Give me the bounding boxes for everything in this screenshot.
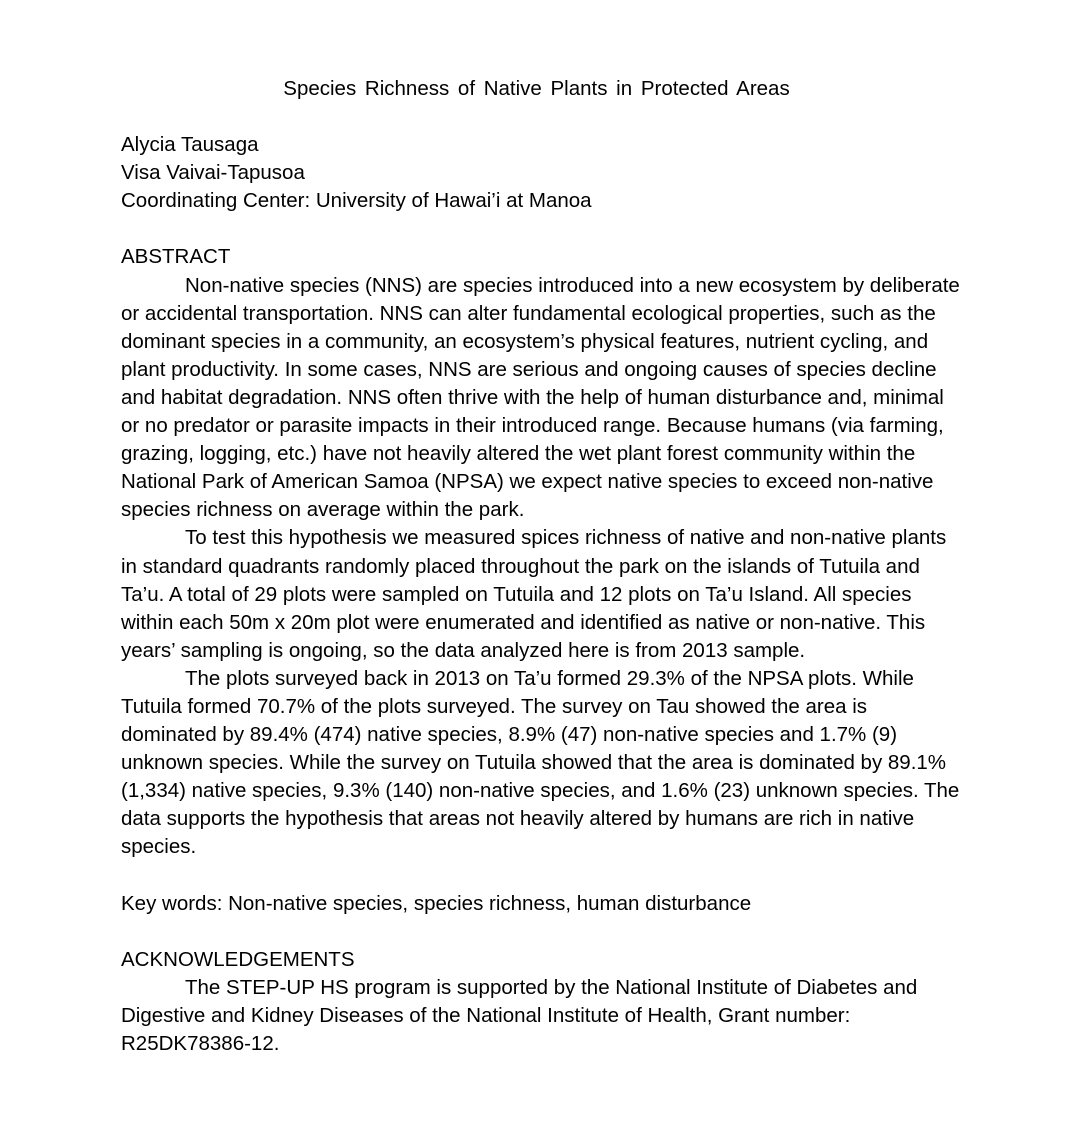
affiliation: Coordinating Center: University of Hawai’i at Manoa (121, 189, 592, 213)
abstract-paragraph: To test this hypothesis we measured spices richness of native and non-native plants in standard quadrants randomly placed throughout the park on the islands of Tutuila and Ta’u. A total of 29 plots were sampled on Tutuila and 12 plots on Ta’u Island. All species within each 50m x 20m plot were enumerated and identified as native or non-native. This years’ sampling is ongoing, so the data analyzed here is from 2013 sample. (121, 526, 947, 662)
acknowledgements-paragraph: The STEP-UP HS program is supported by the National Institute of Diabetes and Digestive and Kidney Diseases of the National Institute of Health, Grant number: R25DK78386-12. (121, 975, 918, 1056)
abstract-paragraph: Non-native species (NNS) are species introduced into a new ecosystem by deliberate or accidental transportation. NNS can alter fundamental ecological properties, such as the dominant species in a community, an ecosystem’s physical features, nutrient cycling, and plant productivity. In some cases, NNS are serious and ongoing causes of species decline and habitat degradation. NNS often thrive with the help of human disturbance and, minimal or no predator or parasite impacts in their introduced range. Because humans (via farming, grazing, logging, etc.) have not heavily altered the wet plant forest community within the National Park of American Samoa (NPSA) we expect native species to exceed non-native species richness on average within the park. (121, 273, 960, 522)
author-name: Alycia Tausaga (121, 133, 259, 157)
acknowledgements-heading: ACKNOWLEDGEMENTS (121, 947, 355, 971)
author-name: Visa Vaivai-Tapusoa (121, 161, 305, 185)
abstract-paragraph: The plots surveyed back in 2013 on Ta’u formed 29.3% of the NPSA plots. While Tutuila formed 70.7% of the plots surveyed. The survey on Tau showed the area is dominated by 89.4% (474) native species, 8.9% (47) non-native species and 1.7% (9) unknown species. While the survey on Tutuila showed that the area is dominated by 89.1% (1,334) native species, 9.3% (140) non-native species, and 1.6% (23) unknown species. The data supports the hypothesis that areas not heavily altered by humans are rich in native species. (121, 666, 960, 859)
author-block (121, 131, 961, 215)
acknowledgements-section (121, 946, 961, 1058)
paper-title: Species Richness of Native Plants in Protected Areas (283, 77, 790, 100)
keywords-line: Key words: Non-native species, species richness, human disturbance (121, 891, 752, 915)
paper-page (121, 75, 961, 1058)
abstract-heading: ABSTRACT (121, 245, 231, 269)
abstract-section (121, 243, 961, 861)
